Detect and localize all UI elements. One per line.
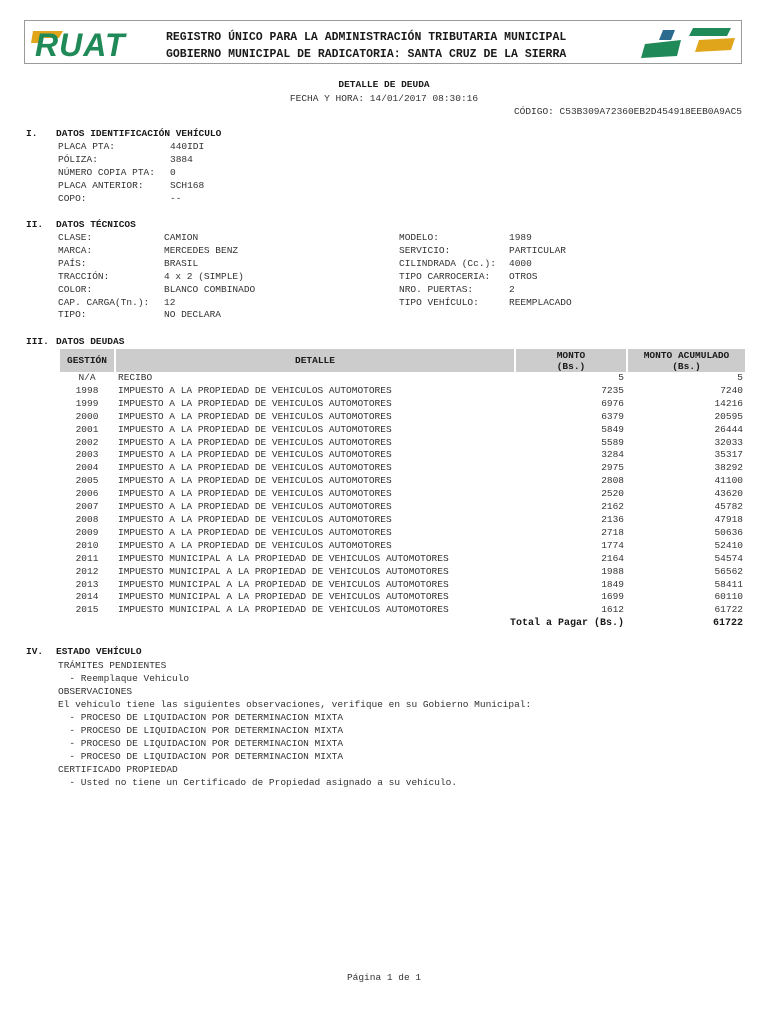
kv-value: 440IDI: [170, 141, 205, 152]
section-title-text: DATOS IDENTIFICACIÓN VEHÍCULO: [56, 128, 222, 139]
kv-label: TIPO VEHÍCULO:: [399, 296, 479, 308]
document-code: CÓDIGO: C53B309A72360EB2D454918EEB0A9AC5: [513, 106, 742, 117]
cell-gestion: 2012: [75, 565, 99, 577]
cell-acumulado: 56562: [714, 565, 743, 577]
cell-detalle: IMPUESTO A LA PROPIEDAD DE VEHICULOS AUTOMOTORES: [118, 423, 392, 435]
cell-detalle: IMPUESTO A LA PROPIEDAD DE VEHICULOS AUTOMOTORES: [118, 462, 392, 474]
kv-row: [399, 245, 572, 258]
kv-label: COPO:: [58, 192, 87, 204]
estado-line: - Usted no tiene un Certificado de Propiedad asignado a su vehículo.: [58, 777, 458, 788]
cell-monto: 5: [618, 372, 624, 383]
cell-detalle: IMPUESTO A LA PROPIEDAD DE VEHICULOS AUTOMOTORES: [118, 449, 392, 461]
kv-row: [399, 297, 572, 310]
section-title-text: DATOS DEUDAS: [56, 336, 125, 347]
total-label: Total a Pagar (Bs.): [509, 618, 624, 630]
cell-detalle: IMPUESTO A LA PROPIEDAD DE VEHICULOS AUTOMOTORES: [118, 488, 392, 500]
cell-detalle: IMPUESTO A LA PROPIEDAD DE VEHICULOS AUTOMOTORES: [118, 384, 392, 396]
cell-detalle: IMPUESTO MUNICIPAL A LA PROPIEDAD DE VEHICULOS AUTOMOTORES: [118, 591, 449, 603]
header-monto-acumulado: MONTO ACUMULADO (Bs.): [628, 349, 745, 372]
table-row: [60, 462, 745, 475]
kv-label: PÓLIZA:: [58, 153, 98, 165]
cell-acumulado: 52410: [714, 539, 743, 551]
kv-value: REEMPLACADO: [509, 296, 572, 308]
ruat-logo-text: RUAT: [35, 27, 126, 61]
section-number: III.: [26, 336, 49, 347]
cell-acumulado: 7240: [720, 384, 743, 396]
cell-gestion: 1998: [75, 384, 99, 396]
debts-table-header: [60, 349, 745, 372]
kv-value: 3884: [170, 153, 193, 165]
table-row: [60, 411, 745, 424]
table-row: [60, 591, 745, 604]
header-titles: [166, 29, 566, 63]
estado-line: - PROCESO DE LIQUIDACION POR DETERMINACION MIXTA: [58, 712, 344, 723]
cell-gestion: 2015: [75, 604, 99, 616]
cell-acumulado: 47918: [714, 513, 743, 525]
cell-acumulado: 50636: [714, 526, 743, 538]
table-row: [60, 553, 745, 566]
cell-detalle: IMPUESTO A LA PROPIEDAD DE VEHICULOS AUTOMOTORES: [118, 526, 392, 538]
table-row: [60, 501, 745, 514]
cell-detalle: IMPUESTO MUNICIPAL A LA PROPIEDAD DE VEHICULOS AUTOMOTORES: [118, 552, 449, 564]
table-row: [60, 437, 745, 450]
kv-label: CAP. CARGA(Tn.):: [58, 296, 150, 308]
cell-gestion: 2001: [75, 423, 99, 435]
table-row: [60, 514, 745, 527]
cell-gestion: 2003: [75, 449, 99, 461]
kv-value: 2: [509, 283, 515, 295]
cell-monto: 2808: [601, 475, 624, 487]
kv-value: MERCEDES BENZ: [164, 244, 239, 256]
cell-gestion: 2009: [75, 526, 99, 538]
table-row: [60, 566, 745, 579]
header-gestion: GESTIÓN: [60, 349, 114, 372]
kv-value: PARTICULAR: [509, 244, 567, 256]
cell-monto: 7235: [601, 384, 624, 396]
kv-row: [399, 284, 572, 297]
cell-monto: 6976: [601, 397, 624, 409]
kv-label: TIPO CARROCERIA:: [399, 270, 491, 282]
kv-value: 12: [164, 296, 176, 308]
cell-acumulado: 58411: [714, 578, 743, 590]
table-row: [60, 398, 745, 411]
cell-acumulado: 26444: [714, 423, 743, 435]
table-row: [60, 488, 745, 501]
table-row: [60, 475, 745, 488]
identificacion-list: [58, 141, 204, 206]
table-row: [60, 579, 745, 592]
header-title-line1: REGISTRO ÚNICO PARA LA ADMINISTRACIÓN TRIBUTARIA MUNICIPAL: [166, 31, 567, 44]
kv-value: 4 x 2 (SIMPLE): [164, 270, 244, 282]
kv-value: --: [170, 192, 182, 204]
kv-row: [58, 258, 255, 271]
cell-detalle: IMPUESTO A LA PROPIEDAD DE VEHICULOS AUTOMOTORES: [118, 436, 392, 448]
cell-detalle: IMPUESTO A LA PROPIEDAD DE VEHICULOS AUTOMOTORES: [118, 539, 392, 551]
document-header: [24, 20, 742, 64]
cell-gestion: 1999: [75, 397, 99, 409]
kv-label: SERVICIO:: [399, 244, 451, 256]
table-row: [60, 385, 745, 398]
cell-detalle: IMPUESTO A LA PROPIEDAD DE VEHICULOS AUTOMOTORES: [118, 397, 392, 409]
kv-row: [58, 154, 204, 167]
cell-monto: 5589: [601, 436, 624, 448]
section-identificacion-title: [26, 128, 221, 139]
cell-gestion: N/A: [78, 372, 96, 383]
cell-monto: 6379: [601, 410, 624, 422]
section-title-text: ESTADO VEHÍCULO: [56, 646, 142, 657]
cell-monto: 2718: [601, 526, 624, 538]
kv-row: [58, 245, 255, 258]
cell-gestion: 2007: [75, 501, 99, 513]
kv-row: [58, 180, 204, 193]
kv-value: BRASIL: [164, 257, 199, 269]
kv-value: OTROS: [509, 270, 538, 282]
cell-gestion: 2011: [75, 552, 99, 564]
table-row: [60, 372, 745, 385]
cell-acumulado: 38292: [714, 462, 743, 474]
cell-monto: 2975: [601, 462, 624, 474]
cell-detalle: IMPUESTO MUNICIPAL A LA PROPIEDAD DE VEHICULOS AUTOMOTORES: [118, 565, 449, 577]
kv-row: [399, 271, 572, 284]
flag-emblem-icon: [641, 28, 737, 58]
section-number: II.: [26, 219, 44, 230]
kv-value: 1989: [509, 232, 532, 243]
section-deudas-title: [26, 336, 124, 347]
cell-acumulado: 61722: [714, 604, 743, 616]
kv-row: [399, 258, 572, 271]
cell-acumulado: 45782: [714, 501, 743, 513]
section-tecnicos-title: [26, 219, 136, 230]
cell-monto: 2520: [601, 488, 624, 500]
cell-gestion: 2005: [75, 475, 99, 487]
tecnicos-list-right: [399, 232, 572, 309]
cell-monto: 3284: [601, 449, 624, 461]
kv-value: 4000: [509, 257, 532, 269]
estado-line: TRÁMITES PENDIENTES: [58, 660, 167, 671]
kv-label: CILINDRADA (Cc.):: [399, 257, 496, 269]
kv-label: TIPO:: [58, 309, 87, 321]
estado-line: OBSERVACIONES: [58, 686, 133, 697]
estado-line: - PROCESO DE LIQUIDACION POR DETERMINACION MIXTA: [58, 725, 344, 736]
kv-value: CAMION: [164, 232, 199, 243]
section-number: I.: [26, 128, 38, 139]
cell-detalle: IMPUESTO A LA PROPIEDAD DE VEHICULOS AUTOMOTORES: [118, 410, 392, 422]
cell-detalle: IMPUESTO MUNICIPAL A LA PROPIEDAD DE VEHICULOS AUTOMOTORES: [118, 578, 449, 590]
cell-acumulado: 54574: [714, 552, 743, 564]
cell-monto: 1849: [601, 578, 624, 590]
total-value: 61722: [712, 618, 743, 630]
table-row: [60, 424, 745, 437]
debts-table: [58, 349, 747, 632]
page-number: Página 1 de 1: [346, 972, 422, 983]
cell-acumulado: 41100: [714, 475, 743, 487]
cell-monto: 2162: [601, 501, 624, 513]
header-title-line2: GOBIERNO MUNICIPAL DE RADICATORIA: SANTA CRUZ DE LA SIERRA: [166, 48, 567, 61]
cell-monto: 1699: [601, 591, 624, 603]
estado-line: - Reemplaque Vehiculo: [58, 673, 190, 684]
cell-monto: 1774: [601, 539, 624, 551]
cell-gestion: 2013: [75, 578, 99, 590]
kv-row: [58, 271, 255, 284]
section-number: IV.: [26, 646, 44, 657]
cell-acumulado: 20595: [714, 410, 743, 422]
cell-detalle: IMPUESTO A LA PROPIEDAD DE VEHICULOS AUTOMOTORES: [118, 501, 392, 513]
cell-acumulado: 35317: [714, 449, 743, 461]
ruat-logo: [29, 25, 159, 61]
kv-row: [58, 297, 255, 310]
kv-label: NRO. PUERTAS:: [399, 283, 474, 295]
cell-monto: 1612: [601, 604, 624, 616]
kv-label: NÚMERO COPIA PTA:: [58, 166, 155, 178]
cell-gestion: 2006: [75, 488, 99, 500]
cell-acumulado: 43620: [714, 488, 743, 500]
document-title: DETALLE DE DEUDA: [338, 79, 430, 90]
kv-label: PAÍS:: [58, 257, 87, 269]
table-row: [60, 527, 745, 540]
kv-label: MARCA:: [58, 244, 93, 256]
tecnicos-list-left: [58, 232, 255, 322]
header-monto: MONTO (Bs.): [516, 349, 626, 372]
kv-row: [58, 232, 255, 245]
debts-table-body: [60, 372, 745, 617]
estado-line: - PROCESO DE LIQUIDACION POR DETERMINACION MIXTA: [58, 751, 344, 762]
kv-row: [399, 232, 572, 245]
kv-value: BLANCO COMBINADO: [164, 283, 256, 295]
cell-gestion: 2002: [75, 436, 99, 448]
table-row: [60, 604, 745, 617]
cell-gestion: 2010: [75, 539, 99, 551]
cell-detalle: IMPUESTO A LA PROPIEDAD DE VEHICULOS AUTOMOTORES: [118, 513, 392, 525]
cell-monto: 2164: [601, 552, 624, 564]
estado-line: - PROCESO DE LIQUIDACION POR DETERMINACION MIXTA: [58, 738, 344, 749]
kv-value: 0: [170, 166, 176, 178]
cell-gestion: 2000: [75, 410, 99, 422]
cell-detalle: IMPUESTO MUNICIPAL A LA PROPIEDAD DE VEHICULOS AUTOMOTORES: [118, 604, 449, 616]
section-estado-title: [26, 646, 142, 657]
kv-label: CLASE:: [58, 232, 93, 243]
kv-row: [58, 167, 204, 180]
document-datetime: FECHA Y HORA: 14/01/2017 08:30:16: [289, 93, 479, 104]
estado-vehiculo-text: [58, 659, 531, 789]
cell-monto: 2136: [601, 513, 624, 525]
table-row: [60, 449, 745, 462]
kv-row: [58, 284, 255, 297]
cell-gestion: 2014: [75, 591, 99, 603]
cell-detalle: RECIBO: [118, 372, 153, 383]
total-row: [60, 617, 745, 632]
kv-row: [58, 141, 204, 154]
kv-label: PLACA PTA:: [58, 141, 116, 152]
kv-label: MODELO:: [399, 232, 439, 243]
kv-row: [58, 193, 204, 206]
estado-line: CERTIFICADO PROPIEDAD: [58, 764, 178, 775]
section-title-text: DATOS TÉCNICOS: [56, 219, 136, 230]
cell-monto: 1988: [601, 565, 624, 577]
cell-monto: 5849: [601, 423, 624, 435]
kv-label: TRACCIÓN:: [58, 270, 110, 282]
cell-gestion: 2004: [75, 462, 99, 474]
kv-label: COLOR:: [58, 283, 93, 295]
header-detalle: DETALLE: [116, 349, 514, 372]
cell-acumulado: 5: [737, 372, 743, 383]
cell-acumulado: 14216: [714, 397, 743, 409]
kv-label: PLACA ANTERIOR:: [58, 179, 144, 191]
cell-detalle: IMPUESTO A LA PROPIEDAD DE VEHICULOS AUTOMOTORES: [118, 475, 392, 487]
kv-value: SCH168: [170, 179, 205, 191]
cell-gestion: 2008: [75, 513, 99, 525]
cell-acumulado: 32033: [714, 436, 743, 448]
cell-acumulado: 60110: [714, 591, 743, 603]
kv-row: [58, 309, 255, 322]
kv-value: NO DECLARA: [164, 309, 222, 321]
estado-line: El vehículo tiene las siguientes observaciones, verifique en su Gobierno Municipal:: [58, 699, 532, 710]
table-row: [60, 540, 745, 553]
